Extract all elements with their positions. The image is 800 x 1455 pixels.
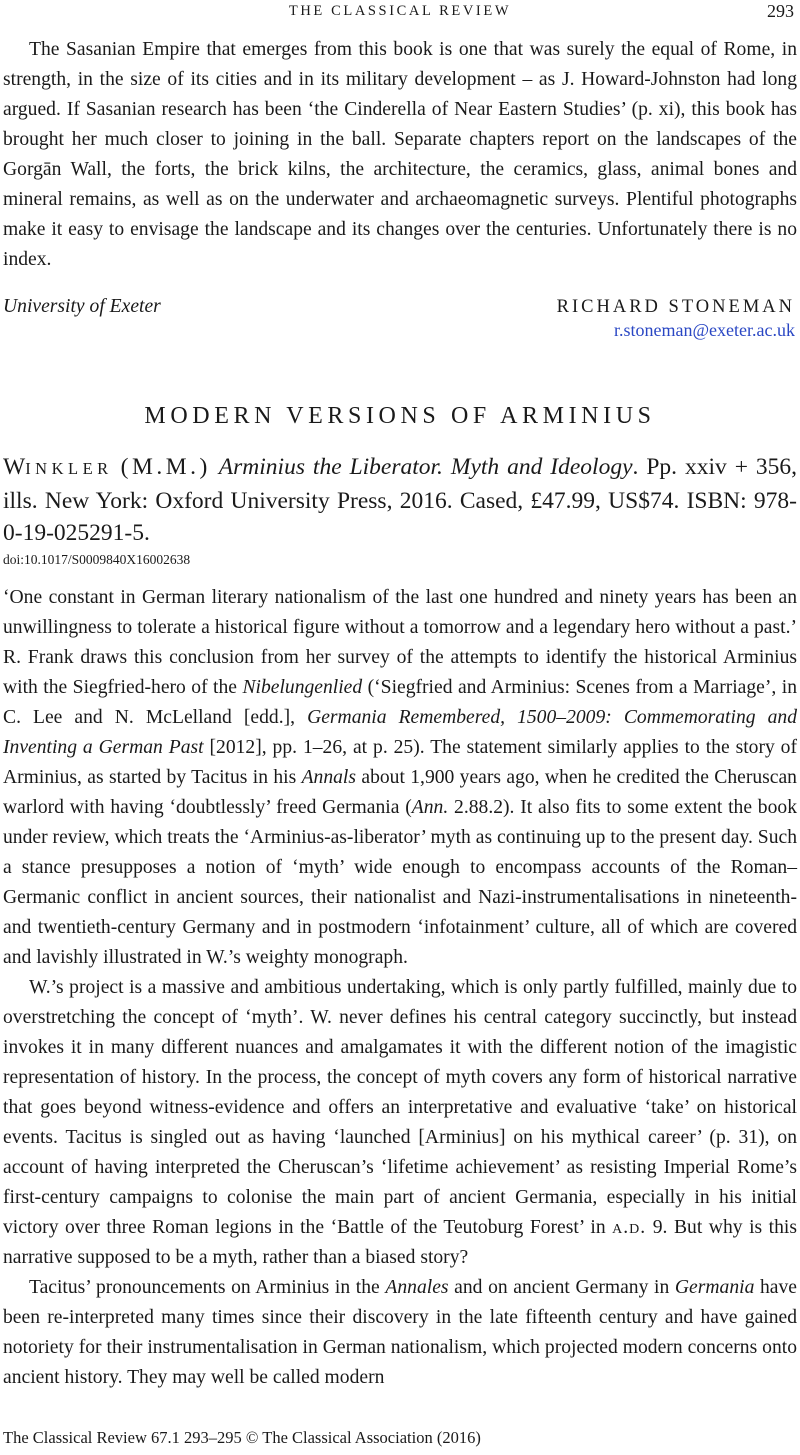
p1-text-g: about 1,900 years ago, when he credited the Cheruscan warlord with having ‘doubtlessly’ freed Germania (: [3, 767, 797, 818]
book-citation: [3, 451, 797, 549]
citation-author-initials: (M.M.): [120, 454, 211, 480]
p1-italic-nibelungenlied: Nibelungenlied: [242, 677, 363, 698]
p1-text-i: 2.88.2). It also fits to some extent the book under review, which treats the ‘Arminius-as-liberator’ myth as continuing up to the present day. Such a stance presupposes a notion of ‘myth’ wide enough to encompass accounts of the Roman–Germanic conflict in ancient sources, their nationalist and Nazi-instrumentalisations in nineteenth- and twentieth-century Germany and in postmodern ‘infotainment’ culture, all of which are covered and lavishly illustrated in W.’s weighty monograph.: [3, 797, 797, 968]
citation-author-surname: INKLER: [25, 459, 113, 478]
p1-italic-germania-remembered: Germania Remembered, 1500–2009: Commemorating and Inventing a German Past: [3, 707, 797, 758]
p1-text-e: [2012], pp. 1–26, at p. 25). The statement similarly applies to the story of Arminius, as started by Tacitus in his: [3, 737, 797, 788]
citation-author-initial: W: [3, 454, 26, 480]
p2-smallcaps-ad: a.d.: [612, 1217, 647, 1238]
p1-text-c: (‘Siegfried and Arminius: Scenes from a Marriage’, in C. Lee and N. McLelland [edd.],: [3, 677, 797, 728]
p1-italic-ann: Ann.: [411, 797, 449, 818]
p3-italic-annales: Annales: [385, 1277, 449, 1298]
reviewer-signature: [3, 292, 797, 344]
p1-italic-annals: Annals: [301, 767, 357, 788]
reviewer-affiliation: University of Exeter: [3, 296, 161, 317]
review-paragraph-1: [3, 583, 797, 973]
journal-footer: The Classical Review 67.1 293–295 © The Classical Association (2016): [3, 1428, 481, 1447]
p3-italic-germania: Germania: [674, 1277, 755, 1298]
citation-details: . Pp. xxiv + 356, ills. New York: Oxford University Press, 2016. Cased, £47.99, US$74. ISBN: 978-0-19-025291-5.: [3, 454, 798, 546]
reviewer-email-link[interactable]: r.stoneman@exeter.ac.uk: [613, 320, 795, 340]
review-paragraph-3: [3, 1273, 797, 1393]
citation-book-title: Arminius the Liberator. Myth and Ideology: [218, 454, 633, 480]
running-head-title: THE CLASSICAL REVIEW: [288, 3, 512, 19]
p1-text-a: ‘One constant in German literary nationalism of the last one hundred and ninety years has been an unwillingness to tolerate a historical figure without a tomorrow and a legendary hero without a past.’ R. Frank draws this conclusion from her survey of the attempts to identify the historical Arminius with the Siegfried-hero of the: [3, 587, 797, 698]
reviewer-name: RICHARD STONEMAN: [556, 297, 795, 317]
review-paragraph-2: [3, 973, 797, 1273]
doi-link[interactable]: doi:10.1017/S0009840X16002638: [3, 552, 191, 567]
p3-text-a: Tacitus’ pronouncements on Arminius in the: [29, 1277, 386, 1298]
p3-text-e: have been re-interpreted many times since their discovery in the late fifteenth century and have gained notoriety for their instrumentalisation in German nationalism, which projected modern concerns onto ancient history. They may well be called modern: [3, 1277, 797, 1388]
p3-text-c: and on ancient Germany in: [448, 1277, 675, 1298]
journal-page: [3, 0, 797, 1393]
running-head: [3, 0, 797, 24]
p2-text-a: W.’s project is a massive and ambitious undertaking, which is only partly fulfilled, mainly due to overstretching the concept of ‘myth’. W. never defines his central category succinctly, but instead invokes it in many different nuances and amalgamates it with the different notion of the imagistic representation of history. In the process, the concept of myth covers any form of historical narrative that goes beyond witness-evidence and offers an interpretative and evaluative ‘take’ on historical events. Tacitus is singled out as having ‘launched [Arminius] on his mythical career’ (p. 31), on account of having interpreted the Cheruscan’s ‘lifetime achievement’ as resisting Imperial Rome’s first-century campaigns to colonise the main part of ancient Germania, especially in his initial victory over three Roman legions in the ‘Battle of the Teutoburg Forest’ in: [3, 977, 797, 1238]
page-number: 293: [767, 1, 794, 21]
previous-review-closing-paragraph: The Sasanian Empire that emerges from this book is one that was surely the equal of Rome, in strength, in the size of its cities and in its military development – as J. Howard-Johnston had long argued. If Sasanian research has been ‘the Cinderella of Near Eastern Studies’ (p. xi), this book has brought her much closer to joining in the ball. Separate chapters report on the landscapes of the Gorgān Wall, the forts, the brick kilns, the architecture, the ceramics, glass, animal bones and mineral remains, as well as on the underwater and archaeomagnetic surveys. Plentiful photographs make it easy to envisage the landscape and its changes over the centuries. Unfortunately there is no index.: [3, 39, 797, 270]
p2-text-c: 9. But why is this narrative supposed to be a myth, rather than a biased story?: [3, 1217, 797, 1268]
review-section-title: MODERN VERSIONS OF ARMINIUS: [144, 403, 656, 429]
